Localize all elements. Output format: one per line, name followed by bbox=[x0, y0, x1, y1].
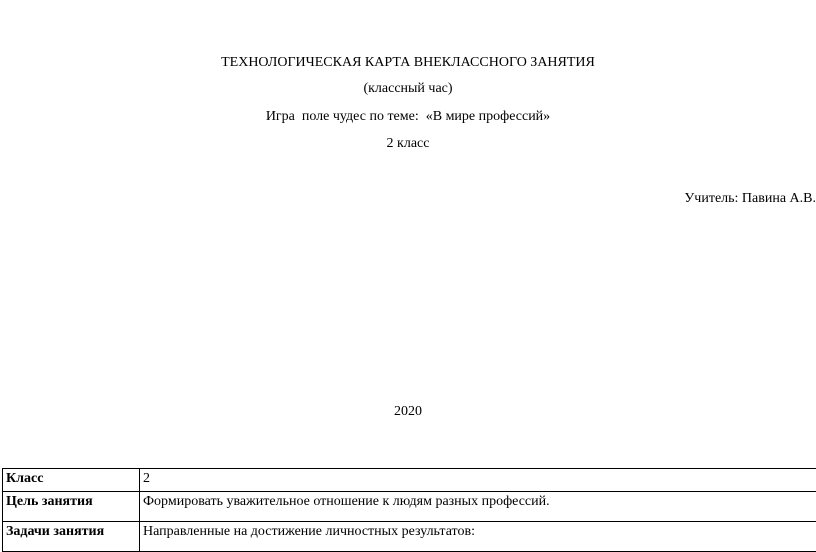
grade-line: 2 класс bbox=[0, 135, 816, 153]
table-row bbox=[3, 522, 816, 552]
lesson-info-table bbox=[2, 468, 816, 552]
teacher-name: Учитель: Павина А.В. bbox=[684, 190, 816, 208]
year: 2020 bbox=[0, 403, 816, 421]
table-row bbox=[3, 492, 816, 522]
row-value-goal: Формировать уважительное отношение к людям разных профессий. bbox=[140, 492, 816, 522]
row-value-tasks: Направленные на достижение личностных результатов: bbox=[140, 522, 816, 552]
document-subtitle: (классный час) bbox=[0, 80, 816, 98]
row-value-class: 2 bbox=[140, 469, 816, 492]
lesson-topic: Игра поле чудес по теме: «В мире профессий» bbox=[0, 108, 816, 126]
row-label-goal: Цель занятия bbox=[3, 492, 140, 522]
row-label-class: Класс bbox=[3, 469, 140, 492]
row-label-tasks: Задачи занятия bbox=[3, 522, 140, 552]
document-title: ТЕХНОЛОГИЧЕСКАЯ КАРТА ВНЕКЛАССНОГО ЗАНЯТИЯ bbox=[0, 54, 816, 72]
table-row bbox=[3, 469, 816, 492]
